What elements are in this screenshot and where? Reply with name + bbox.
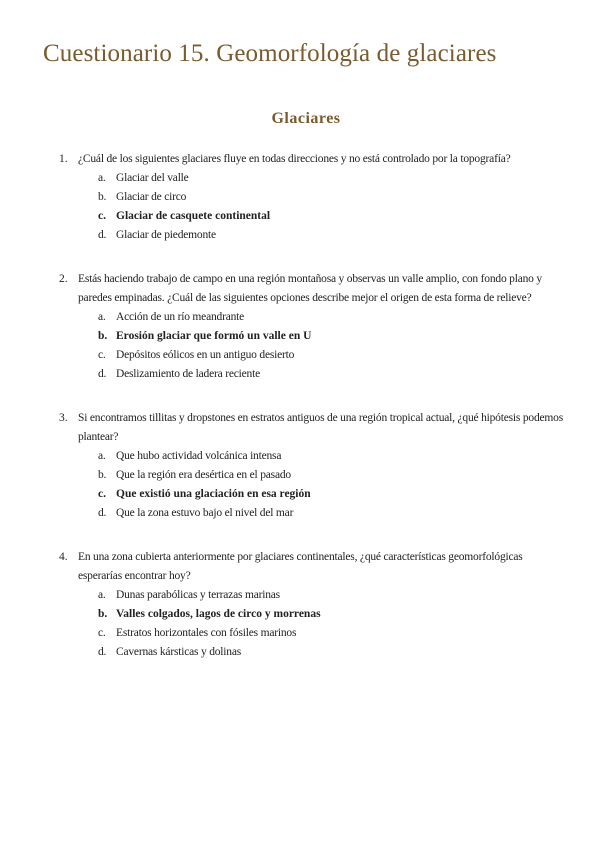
option-d — [59, 504, 569, 523]
option-text: Glaciar del valle — [116, 172, 189, 184]
question-2 — [59, 270, 569, 384]
option-c — [59, 346, 569, 365]
option-text: Glaciar de piedemonte — [116, 229, 216, 241]
option-b — [59, 605, 569, 624]
option-letter: b. — [98, 330, 108, 342]
option-letter: d. — [98, 229, 107, 241]
question-text: Estás haciendo trabajo de campo en una región montañosa y observas un valle amplio, con fondo plano y paredes empinadas. ¿Cuál de las siguientes opciones describe mejor el origen de esta forma de relieve? — [78, 273, 542, 304]
question-number: 3. — [59, 412, 68, 424]
option-text: Cavernas kársticas y dolinas — [116, 646, 242, 658]
option-letter: d. — [98, 507, 107, 519]
question-text: Si encontramos tillitas y dropstones en estratos antiguos de una región tropical actual, ¿qué hipótesis podemos plantear? — [78, 412, 563, 443]
option-c — [59, 485, 569, 504]
section-heading: Glaciares — [271, 110, 341, 127]
option-letter: c. — [98, 210, 106, 222]
option-a — [59, 586, 569, 605]
question-number: 2. — [59, 273, 68, 285]
page-title: Cuestionario 15. Geomorfología de glaciares — [43, 40, 497, 67]
option-a — [59, 169, 569, 188]
option-letter: b. — [98, 469, 107, 481]
question-number: 4. — [59, 551, 68, 563]
option-letter: b. — [98, 191, 107, 203]
option-text: Acción de un río meandrante — [116, 311, 245, 323]
question-text: ¿Cuál de los siguientes glaciares fluye en todas direcciones y no está controlado por la topografía? — [78, 153, 511, 165]
option-a — [59, 308, 569, 327]
option-list — [59, 447, 569, 523]
option-text: Glaciar de circo — [116, 191, 187, 203]
option-letter: a. — [98, 589, 106, 601]
option-letter: d. — [98, 646, 107, 658]
option-b — [59, 327, 569, 346]
option-list — [59, 308, 569, 384]
option-text: Que la zona estuvo bajo el nivel del mar — [116, 507, 294, 519]
option-b — [59, 466, 569, 485]
question-text: En una zona cubierta anteriormente por glaciares continentales, ¿qué características geomorfológicas esperarías encontrar hoy? — [78, 551, 523, 582]
option-text: Depósitos eólicos en un antiguo desierto — [116, 349, 295, 361]
question-4 — [59, 548, 569, 662]
option-text: Valles colgados, lagos de circo y morrenas — [116, 608, 321, 620]
option-letter: c. — [98, 349, 106, 361]
option-letter: a. — [98, 311, 106, 323]
option-letter: c. — [98, 488, 106, 500]
option-text: Que la región era desértica en el pasado — [116, 469, 291, 481]
option-c — [59, 207, 569, 226]
option-b — [59, 188, 569, 207]
option-d — [59, 643, 569, 662]
option-letter: a. — [98, 450, 106, 462]
option-list — [59, 169, 569, 245]
option-letter: d. — [98, 368, 107, 380]
option-letter: a. — [98, 172, 106, 184]
question-3 — [59, 409, 569, 523]
option-d — [59, 365, 569, 384]
option-text: Estratos horizontales con fósiles marinos — [116, 627, 297, 639]
option-text: Erosión glaciar que formó un valle en U — [116, 330, 312, 342]
question-number: 1. — [59, 153, 68, 165]
option-text: Que existió una glaciación en esa región — [116, 488, 311, 500]
question-1 — [59, 150, 569, 245]
option-text: Dunas parabólicas y terrazas marinas — [116, 589, 280, 601]
option-a — [59, 447, 569, 466]
option-letter: c. — [98, 627, 106, 639]
question-list — [59, 150, 569, 687]
option-d — [59, 226, 569, 245]
option-text: Deslizamiento de ladera reciente — [116, 368, 260, 380]
option-c — [59, 624, 569, 643]
option-text: Que hubo actividad volcánica intensa — [116, 450, 282, 462]
option-list — [59, 586, 569, 662]
option-letter: b. — [98, 608, 108, 620]
option-text: Glaciar de casquete continental — [116, 210, 271, 222]
